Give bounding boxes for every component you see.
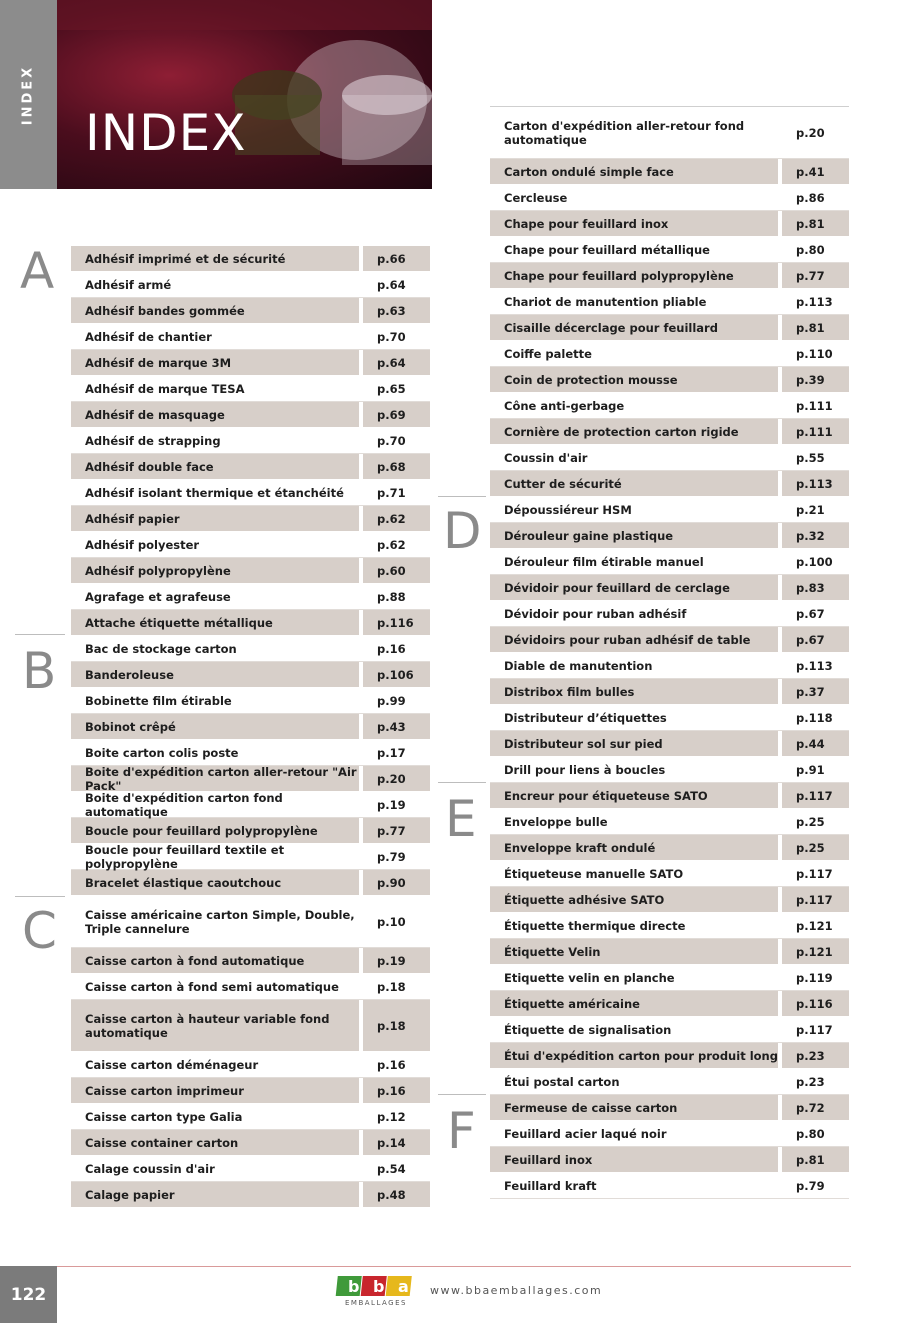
index-row bbox=[71, 428, 430, 454]
index-entry-name: Distribox film bulles bbox=[504, 684, 635, 699]
index-entry-page: p.41 bbox=[778, 159, 849, 184]
index-row bbox=[490, 315, 849, 341]
index-entry-name: Caisse carton imprimeur bbox=[85, 1083, 244, 1098]
index-entry-page: p.117 bbox=[778, 887, 849, 912]
index-entry-page: p.21 bbox=[796, 502, 825, 517]
index-row bbox=[71, 688, 430, 714]
index-entry-name: Étiqueteuse manuelle SATO bbox=[504, 866, 684, 881]
index-entry-name: Boucle pour feuillard polypropylène bbox=[85, 823, 318, 838]
index-entry-page: p.72 bbox=[778, 1095, 849, 1120]
index-entry-name: Adhésif armé bbox=[85, 277, 172, 292]
index-column-right bbox=[490, 106, 849, 1199]
index-row bbox=[490, 1069, 849, 1095]
index-row bbox=[71, 636, 430, 662]
index-entry-page: p.19 bbox=[359, 948, 430, 973]
index-entry-name: Adhésif de chantier bbox=[85, 329, 212, 344]
index-entry-name: Encreur pour étiqueteuse SATO bbox=[504, 788, 708, 803]
index-entry-page: p.67 bbox=[778, 627, 849, 652]
index-row bbox=[490, 289, 849, 315]
index-entry-page: p.81 bbox=[778, 211, 849, 236]
index-entry-page: p.113 bbox=[796, 658, 833, 673]
index-row bbox=[490, 237, 849, 263]
index-entry-page: p.39 bbox=[778, 367, 849, 392]
index-entry-page: p.86 bbox=[796, 190, 825, 205]
index-entry-name: Adhésif polyester bbox=[85, 537, 200, 552]
index-entry-name: Cercleuse bbox=[504, 190, 568, 205]
index-entry-name: Distributeur d’étiquettes bbox=[504, 710, 667, 725]
page-title: INDEX bbox=[85, 104, 247, 162]
website-url: www.bbaemballages.com bbox=[430, 1284, 603, 1297]
letter-e: E bbox=[445, 790, 477, 848]
index-row bbox=[71, 1156, 430, 1182]
index-entry-page: p.79 bbox=[377, 849, 406, 864]
index-entry-page: p.68 bbox=[359, 454, 430, 479]
index-entry-name: Cutter de sécurité bbox=[504, 476, 622, 491]
index-entry-page: p.116 bbox=[778, 991, 849, 1016]
index-row bbox=[490, 445, 849, 471]
index-row bbox=[71, 740, 430, 766]
index-entry-page: p.48 bbox=[359, 1182, 430, 1207]
index-row bbox=[71, 610, 430, 636]
index-entry-page: p.117 bbox=[796, 1022, 833, 1037]
index-entry-name: Carton d'expédition aller-retour fond automatique bbox=[504, 118, 745, 147]
index-entry-name: Étiquette thermique directe bbox=[504, 918, 686, 933]
index-entry-name: Boucle pour feuillard textile et polypropylène bbox=[85, 842, 285, 871]
index-row bbox=[71, 506, 430, 532]
index-entry-name: Etiquette velin en planche bbox=[504, 970, 675, 985]
index-row bbox=[71, 792, 430, 818]
index-entry-page: p.80 bbox=[796, 1126, 825, 1141]
index-entry-name: Cisaille décerclage pour feuillard bbox=[504, 320, 718, 335]
index-entry-page: p.110 bbox=[796, 346, 833, 361]
index-entry-page: p.70 bbox=[377, 433, 406, 448]
index-row bbox=[490, 1043, 849, 1069]
footer-divider bbox=[57, 1266, 851, 1267]
index-row bbox=[71, 376, 430, 402]
index-entry-name: Agrafage et agrafeuse bbox=[85, 589, 231, 604]
index-entry-page: p.81 bbox=[778, 315, 849, 340]
index-entry-page: p.17 bbox=[377, 745, 406, 760]
index-entry-name: Feuillard kraft bbox=[504, 1178, 597, 1193]
index-entry-page: p.20 bbox=[359, 766, 430, 791]
header-image bbox=[57, 0, 432, 189]
index-row bbox=[490, 185, 849, 211]
index-row bbox=[71, 1104, 430, 1130]
index-row bbox=[490, 1121, 849, 1147]
letter-f: F bbox=[447, 1102, 476, 1160]
index-entry-page: p.64 bbox=[377, 277, 406, 292]
index-entry-name: Adhésif de marque TESA bbox=[85, 381, 245, 396]
index-row bbox=[490, 575, 849, 601]
index-row bbox=[71, 1078, 430, 1104]
index-row bbox=[71, 558, 430, 584]
index-column-left bbox=[71, 246, 430, 1208]
index-row bbox=[490, 809, 849, 835]
index-entry-page: p.117 bbox=[778, 783, 849, 808]
index-row bbox=[490, 159, 849, 185]
index-entry-name: Cône anti-gerbage bbox=[504, 398, 625, 413]
separator-b bbox=[15, 634, 65, 635]
index-entry-page: p.10 bbox=[377, 914, 406, 929]
index-row bbox=[71, 818, 430, 844]
logo-letter-3: a bbox=[398, 1277, 409, 1296]
index-entry-name: Dévidoir pour ruban adhésif bbox=[504, 606, 687, 621]
index-row bbox=[490, 731, 849, 757]
index-entry-page: p.70 bbox=[377, 329, 406, 344]
index-row bbox=[71, 974, 430, 1000]
index-entry-page: p.88 bbox=[377, 589, 406, 604]
index-entry-name: Caisse carton déménageur bbox=[85, 1057, 259, 1072]
logo-letter-2: b bbox=[373, 1277, 385, 1296]
index-entry-page: p.111 bbox=[778, 419, 849, 444]
index-entry-name: Étiquette Velin bbox=[504, 944, 601, 959]
index-entry-name: Banderoleuse bbox=[85, 667, 174, 682]
index-entry-name: Feuillard inox bbox=[504, 1152, 593, 1167]
index-entry-name: Boite d'expédition carton aller-retour "Air Pack" bbox=[85, 764, 357, 793]
index-row bbox=[490, 991, 849, 1017]
index-entry-name: Caisse container carton bbox=[85, 1135, 239, 1150]
index-entry-page: p.43 bbox=[359, 714, 430, 739]
index-row bbox=[71, 1182, 430, 1208]
index-entry-page: p.90 bbox=[359, 870, 430, 895]
index-entry-page: p.14 bbox=[359, 1130, 430, 1155]
index-row bbox=[71, 246, 430, 272]
index-entry-page: p.117 bbox=[796, 866, 833, 881]
index-entry-page: p.18 bbox=[359, 1000, 430, 1051]
index-entry-name: Cornière de protection carton rigide bbox=[504, 424, 739, 439]
index-entry-name: Adhésif bandes gommée bbox=[85, 303, 245, 318]
index-entry-page: p.99 bbox=[377, 693, 406, 708]
index-row bbox=[71, 480, 430, 506]
index-row bbox=[71, 402, 430, 428]
index-entry-name: Enveloppe kraft ondulé bbox=[504, 840, 656, 855]
index-entry-name: Étui postal carton bbox=[504, 1074, 620, 1089]
index-entry-page: p.55 bbox=[796, 450, 825, 465]
index-entry-name: Caisse carton à fond automatique bbox=[85, 953, 305, 968]
index-entry-page: p.71 bbox=[377, 485, 406, 500]
index-row bbox=[490, 471, 849, 497]
index-entry-name: Coussin d'air bbox=[504, 450, 588, 465]
page-number: 122 bbox=[0, 1266, 57, 1323]
index-entry-name: Adhésif papier bbox=[85, 511, 180, 526]
index-row bbox=[490, 679, 849, 705]
index-entry-name: Drill pour liens à boucles bbox=[504, 762, 666, 777]
index-entry-page: p.20 bbox=[796, 125, 825, 140]
index-row bbox=[71, 298, 430, 324]
index-entry-name: Calage coussin d'air bbox=[85, 1161, 215, 1176]
logo-letter-1: b bbox=[348, 1277, 360, 1296]
index-row bbox=[490, 705, 849, 731]
logo-word: EMBALLAGES bbox=[345, 1299, 407, 1307]
index-row bbox=[71, 350, 430, 376]
index-row bbox=[71, 1052, 430, 1078]
index-row bbox=[71, 766, 430, 792]
separator-d bbox=[438, 496, 486, 497]
index-row bbox=[490, 653, 849, 679]
letter-b: B bbox=[22, 642, 57, 700]
index-entry-page: p.16 bbox=[359, 1078, 430, 1103]
index-entry-name: Adhésif imprimé et de sécurité bbox=[85, 251, 286, 266]
index-entry-page: p.79 bbox=[796, 1178, 825, 1193]
index-row bbox=[490, 939, 849, 965]
index-entry-name: Enveloppe bulle bbox=[504, 814, 608, 829]
index-entry-page: p.37 bbox=[778, 679, 849, 704]
index-row bbox=[71, 532, 430, 558]
index-entry-name: Étui d'expédition carton pour produit long bbox=[504, 1048, 778, 1063]
index-row bbox=[71, 272, 430, 298]
index-row bbox=[490, 523, 849, 549]
index-entry-page: p.23 bbox=[778, 1043, 849, 1068]
index-entry-name: Fermeuse de caisse carton bbox=[504, 1100, 678, 1115]
index-row bbox=[490, 1095, 849, 1121]
index-entry-page: p.32 bbox=[778, 523, 849, 548]
index-row bbox=[71, 584, 430, 610]
index-entry-name: Chape pour feuillard inox bbox=[504, 216, 669, 231]
index-row bbox=[490, 861, 849, 887]
index-row bbox=[490, 783, 849, 809]
index-entry-name: Attache étiquette métallique bbox=[85, 615, 273, 630]
separator-e bbox=[438, 782, 486, 783]
index-entry-name: Adhésif de masquage bbox=[85, 407, 225, 422]
separator-c bbox=[15, 896, 65, 897]
index-entry-page: p.44 bbox=[778, 731, 849, 756]
index-entry-name: Caisse américaine carton Simple, Double, Triple cannelure bbox=[85, 907, 355, 936]
index-entry-name: Bobinette film étirable bbox=[85, 693, 232, 708]
index-row bbox=[490, 211, 849, 237]
index-entry-page: p.113 bbox=[796, 294, 833, 309]
index-row bbox=[71, 454, 430, 480]
index-entry-name: Dérouleur gaine plastique bbox=[504, 528, 674, 543]
index-row bbox=[490, 107, 849, 159]
index-row bbox=[490, 627, 849, 653]
index-entry-name: Coiffe palette bbox=[504, 346, 592, 361]
index-row bbox=[71, 896, 430, 948]
index-entry-name: Boite carton colis poste bbox=[85, 745, 239, 760]
index-entry-name: Caisse carton à fond semi automatique bbox=[85, 979, 339, 994]
index-entry-name: Chariot de manutention pliable bbox=[504, 294, 707, 309]
index-entry-page: p.12 bbox=[377, 1109, 406, 1124]
index-entry-page: p.77 bbox=[359, 818, 430, 843]
index-entry-page: p.60 bbox=[359, 558, 430, 583]
index-entry-name: Caisse carton à hauteur variable fond automatique bbox=[85, 1011, 330, 1040]
index-row bbox=[71, 662, 430, 688]
index-entry-name: Adhésif de marque 3M bbox=[85, 355, 232, 370]
index-entry-page: p.116 bbox=[359, 610, 430, 635]
index-row bbox=[490, 887, 849, 913]
index-entry-page: p.113 bbox=[778, 471, 849, 496]
index-entry-page: p.83 bbox=[778, 575, 849, 600]
index-entry-page: p.16 bbox=[377, 641, 406, 656]
index-entry-name: Étiquette de signalisation bbox=[504, 1022, 672, 1037]
index-row bbox=[71, 870, 430, 896]
index-entry-name: Dépoussiéreur HSM bbox=[504, 502, 632, 517]
index-entry-name: Adhésif isolant thermique et étanchéité bbox=[85, 485, 344, 500]
index-entry-name: Calage papier bbox=[85, 1187, 175, 1202]
separator-f bbox=[438, 1094, 486, 1095]
index-entry-page: p.62 bbox=[377, 537, 406, 552]
index-entry-name: Coin de protection mousse bbox=[504, 372, 678, 387]
bba-logo bbox=[332, 1274, 420, 1308]
index-row bbox=[490, 549, 849, 575]
index-row bbox=[490, 1017, 849, 1043]
index-entry-name: Caisse carton type Galia bbox=[85, 1109, 243, 1124]
index-entry-name: Bracelet élastique caoutchouc bbox=[85, 875, 282, 890]
index-row bbox=[490, 263, 849, 289]
index-entry-name: Distributeur sol sur pied bbox=[504, 736, 663, 751]
index-entry-page: p.118 bbox=[796, 710, 833, 725]
index-row bbox=[490, 497, 849, 523]
index-entry-page: p.119 bbox=[796, 970, 833, 985]
index-entry-page: p.121 bbox=[778, 939, 849, 964]
index-entry-page: p.91 bbox=[796, 762, 825, 777]
index-row bbox=[490, 367, 849, 393]
index-row bbox=[71, 324, 430, 350]
index-row bbox=[490, 1173, 849, 1199]
index-row bbox=[490, 601, 849, 627]
letter-a: A bbox=[20, 242, 55, 300]
index-entry-page: p.63 bbox=[359, 298, 430, 323]
index-entry-name: Boite d'expédition carton fond automatique bbox=[85, 790, 283, 819]
index-entry-name: Bobinot crêpé bbox=[85, 719, 176, 734]
index-entry-page: p.23 bbox=[796, 1074, 825, 1089]
index-entry-page: p.64 bbox=[359, 350, 430, 375]
index-entry-name: Adhésif double face bbox=[85, 459, 214, 474]
index-entry-name: Adhésif de strapping bbox=[85, 433, 221, 448]
index-entry-page: p.62 bbox=[359, 506, 430, 531]
index-row bbox=[490, 913, 849, 939]
index-row bbox=[490, 419, 849, 445]
index-row bbox=[490, 393, 849, 419]
index-row bbox=[490, 965, 849, 991]
letter-d: D bbox=[443, 502, 482, 560]
index-entry-page: p.111 bbox=[796, 398, 833, 413]
index-entry-name: Bac de stockage carton bbox=[85, 641, 237, 656]
index-entry-name: Chape pour feuillard polypropylène bbox=[504, 268, 734, 283]
index-entry-page: p.25 bbox=[796, 814, 825, 829]
index-entry-page: p.66 bbox=[359, 246, 430, 271]
index-entry-page: p.25 bbox=[778, 835, 849, 860]
index-entry-page: p.18 bbox=[377, 979, 406, 994]
index-entry-page: p.54 bbox=[377, 1161, 406, 1176]
index-entry-name: Adhésif polypropylène bbox=[85, 563, 231, 578]
side-tab bbox=[0, 0, 57, 189]
index-row bbox=[490, 835, 849, 861]
index-entry-name: Chape pour feuillard métallique bbox=[504, 242, 710, 257]
index-row bbox=[71, 714, 430, 740]
index-entry-name: Feuillard acier laqué noir bbox=[504, 1126, 667, 1141]
index-entry-page: p.16 bbox=[377, 1057, 406, 1072]
index-entry-page: p.77 bbox=[778, 263, 849, 288]
index-entry-name: Étiquette adhésive SATO bbox=[504, 892, 665, 907]
side-tab-label: INDEX bbox=[20, 64, 36, 126]
index-entry-page: p.67 bbox=[796, 606, 825, 621]
index-row bbox=[71, 1000, 430, 1052]
index-entry-name: Dérouleur film étirable manuel bbox=[504, 554, 704, 569]
index-entry-name: Étiquette américaine bbox=[504, 996, 640, 1011]
index-row bbox=[490, 757, 849, 783]
index-entry-name: Diable de manutention bbox=[504, 658, 653, 673]
index-entry-name: Carton ondulé simple face bbox=[504, 164, 674, 179]
index-entry-page: p.121 bbox=[796, 918, 833, 933]
index-entry-page: p.81 bbox=[778, 1147, 849, 1172]
index-entry-name: Dévidoirs pour ruban adhésif de table bbox=[504, 632, 751, 647]
index-entry-page: p.19 bbox=[377, 797, 406, 812]
index-row bbox=[71, 1130, 430, 1156]
index-row bbox=[490, 341, 849, 367]
letter-c: C bbox=[22, 902, 57, 960]
index-entry-page: p.106 bbox=[359, 662, 430, 687]
index-entry-page: p.80 bbox=[796, 242, 825, 257]
index-entry-page: p.100 bbox=[796, 554, 833, 569]
index-entry-name: Dévidoir pour feuillard de cerclage bbox=[504, 580, 730, 595]
index-row bbox=[71, 948, 430, 974]
index-entry-page: p.69 bbox=[359, 402, 430, 427]
index-row bbox=[71, 844, 430, 870]
index-entry-page: p.65 bbox=[377, 381, 406, 396]
index-row bbox=[490, 1147, 849, 1173]
